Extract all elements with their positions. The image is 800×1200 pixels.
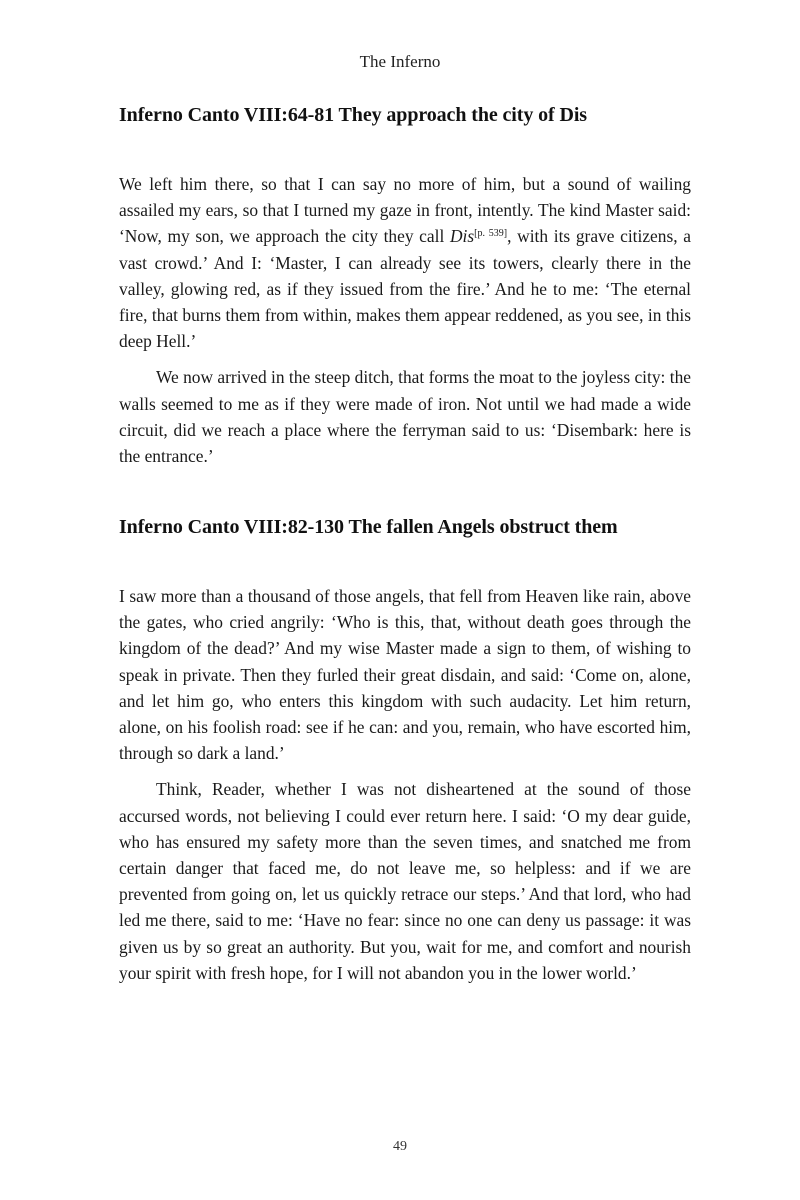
paragraph: I saw more than a thousand of those angels, that fell from Heaven like rain, above the gates, who cried angrily: ‘Who is this, that, without death goes through the kingdom of the dead?’ And my wise Master made a sign to them, of wishing to speak in private. Then they furled their great disdain, and said: ‘Come on, alone, and let him go, who enters this kingdom with such audacity. Let him return, alone, on his foolish road: see if he can: and you, remain, who have escorted him, through so dark a land.’ — [119, 586, 691, 764]
page-reference: [p. 539] — [474, 228, 508, 240]
section-title: Inferno Canto VIII:82-130 The fallen Angels obstruct them — [119, 516, 618, 538]
paragraph: Think, Reader, whether I was not disheartened at the sound of those accursed words, not believing I could ever return here. I said: ‘O my dear guide, who has ensured my safety more than the seven times, and snatched me from certain danger that faced me, do not leave me, so helpless: and if we are prevented from going on, let us quickly retrace our steps.’ And that lord, who had led me there, said to me: ‘Have no fear: since no one can deny us passage: it was given us by so great an authority. But you, wait for me, and comfort and nourish your spirit with fresh hope, for I will not abandon you in the lower world.’ — [119, 779, 691, 983]
paragraph: We now arrived in the steep ditch, that forms the moat to the joyless city: the walls seemed to me as if they were made of iron. Not until we had made a wide circuit, did we reach a place where the ferryman said to us: ‘Disembark: here is the entrance.’ — [119, 367, 691, 467]
running-head: The Inferno — [359, 52, 441, 71]
paragraph — [119, 171, 691, 354]
section-dis — [119, 104, 691, 469]
paragraph-text: We left him there, so that I can say no more of him, but a sound of wailing assailed my ears, so that I turned my gaze in front, intently. The kind Master said: ‘Now, my son, we approach the city they call — [119, 174, 691, 247]
page-number: 49 — [393, 1139, 407, 1154]
section-title: Inferno Canto VIII:64-81 They approach the city of Dis — [119, 104, 587, 126]
italic-term: Dis — [449, 226, 475, 247]
section-fallen-angels — [119, 516, 691, 986]
paragraph-text: , with its grave citizens, a vast crowd.’ And I: ‘Master, I can already see its towers, clearly there in the valley, glowing red, as if they issued from the fire.’ And he to me: ‘The eternal fire, that burns them from within, makes them appear reddened, as you see, in this deep Hell.’ — [119, 226, 691, 352]
